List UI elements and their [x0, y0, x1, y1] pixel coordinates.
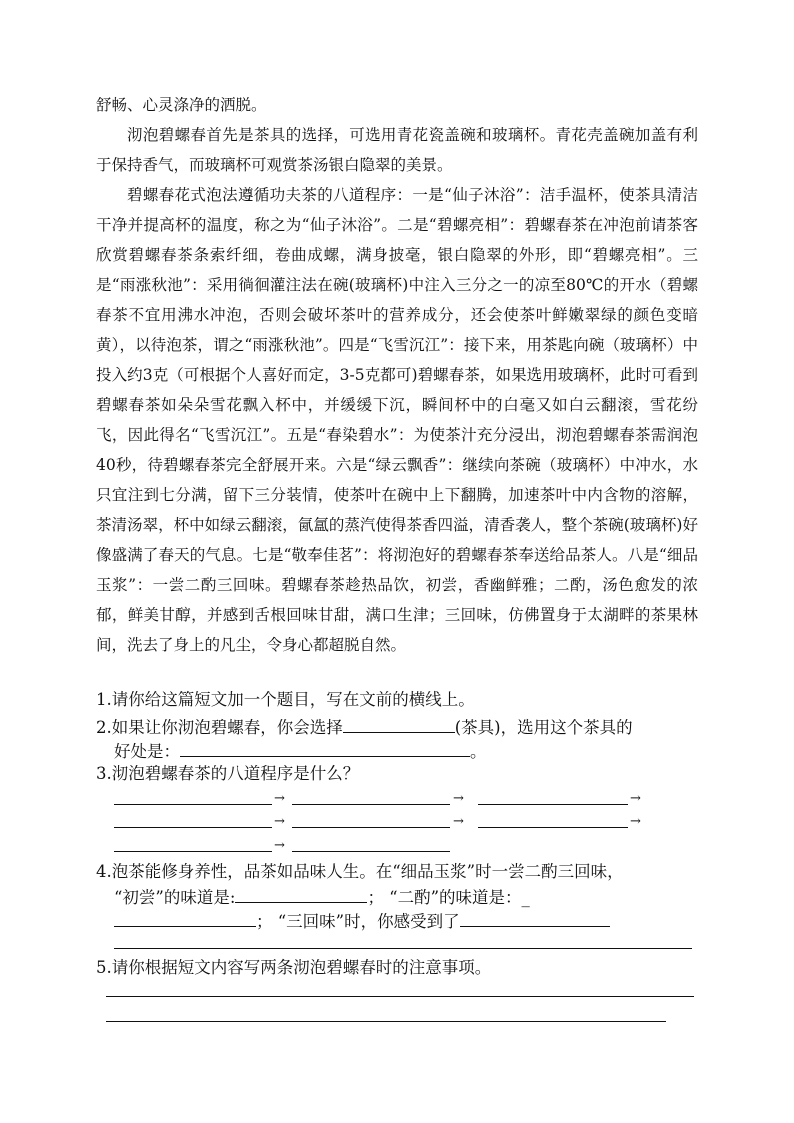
question-5-answer-line-2[interactable] [106, 1021, 666, 1022]
arrow-icon: → [274, 814, 285, 829]
step-1-blank[interactable] [114, 804, 272, 805]
question-2-text-a: 2.如果让你沏泡碧螺春，你会选择 [96, 718, 343, 737]
question-4-answer-line[interactable] [114, 948, 692, 949]
question-4-text-a: 4.泡茶能修身养性，品茶如品味人生。在“细品玉浆”时一尝二酌三回味， [96, 862, 624, 881]
question-4-text-b: “初尝”的味道是: [114, 888, 236, 907]
arrow-icon: → [274, 838, 285, 853]
step-8-blank[interactable] [292, 851, 450, 852]
step-3-blank[interactable] [478, 804, 628, 805]
arrow-icon: → [453, 791, 464, 806]
step-7-blank[interactable] [114, 851, 272, 852]
question-1-text: 1.请你给这篇短文加一个题目，写在文前的横线上。 [96, 690, 475, 709]
arrow-icon: → [453, 814, 464, 829]
question-5 [96, 956, 491, 980]
step-2-blank[interactable] [292, 804, 450, 805]
tea-set-answer-blank[interactable] [343, 714, 455, 733]
question-5-answer-line-1[interactable] [106, 996, 694, 997]
question-4-text-d: ； “三回味”时，你感受到了 [256, 912, 460, 931]
arrow-icon: → [630, 814, 641, 829]
arrow-icon: → [274, 791, 285, 806]
step-6-blank[interactable] [478, 827, 628, 828]
passage-paragraph-1: 沏泡碧螺春首先是茶具的选择，可选用青花瓷盖碗和玻璃杯。青花壳盖碗加盖有利于保持香气，而玻璃杯可观赏茶汤银白隐翠的美景。 [96, 126, 698, 174]
question-2 [96, 714, 633, 740]
question-5-text: 5.请你根据短文内容写两条沏泡碧螺春时的注意事项。 [96, 958, 492, 977]
question-3 [96, 762, 359, 786]
question-4-line-3 [114, 908, 610, 934]
question-4-text-c: ； “二酌”的味道是：_ [367, 888, 530, 907]
passage-paragraph-2: 碧螺春花式泡法遵循功夫茶的八道程序：一是“仙子沐浴”：洁手温杯，使茶具清洁干净并提高杯的温度，称之为“仙子沐浴”。二是“碧螺亮相”：碧螺春茶在冲泡前请茶客欣赏碧螺春茶条索纤细，卷曲成螺，满身披毫，银白隐翠的外形，即“碧螺亮相”。三是“雨涨秋池”：采用徜徊灌注法在碗(玻璃杯)中注入三分之一的凉至80℃的开水（碧螺春茶不宜用沸水冲泡，否则会破坏茶叶的营养成分，还会使茶叶鲜嫩翠绿的颜色变暗黄），以待泡茶，谓之“雨涨秋池”。四是“飞雪沉江”：接下来，用茶匙向碗（玻璃杯）中投入约3克（可根据个人喜好而定，3-5克都可)碧螺春茶，如果选用玻璃杯，此时可看到碧螺春茶如朵朵雪花飘入杯中，并缓缓下沉，瞬间杯中的白毫又如白云翻滚，雪花纷飞，因此得名“飞雪沉江”。五是“春染碧水”：为使茶汁充分浸出，沏泡碧螺春茶需润泡40秒，待碧螺春茶完全舒展开来。六是“绿云飘香”：继续向茶碗（玻璃杯）中冲水，水只宜注到七分满，留下三分装情，使茶叶在碗中上下翻腾，加速茶叶中内含物的溶解，茶清汤翠，杯中如绿云翻滚，氤氲的蒸汽使得茶香四溢，清香袭人，整个茶碗(玻璃杯)好像盛满了春天的气息。七是“敬奉佳茗”：将沏泡好的碧螺春茶奉送给品茶人。八是“细品玉浆”：一尝二酌三回味。碧螺春茶趁热品饮，初尝，香幽鲜雅；二酌，汤色愈发的浓郁，鲜美甘醇，并感到舌根回味甘甜，满口生津；三回味，仿佛置身于太湖畔的茶果林间，洗去了身上的凡尘，令身心都超脱自然。 [96, 186, 698, 654]
question-2-line-2 [114, 738, 487, 764]
question-3-text: 3.沏泡碧螺春茶的八道程序是什么？ [96, 764, 360, 783]
benefit-answer-blank[interactable] [180, 738, 470, 757]
aftertaste-answer-blank[interactable] [460, 908, 610, 927]
passage-paragraph-0: 舒畅、心灵涤净的洒脱。 [96, 96, 267, 114]
question-1 [96, 688, 475, 712]
question-2-text-b: (茶具)，选用这个茶具的 [454, 718, 633, 737]
question-2-text-c: 好处是： [114, 742, 180, 761]
question-2-text-d: 。 [470, 742, 487, 761]
question-4-line-2 [114, 884, 530, 910]
step-4-blank[interactable] [114, 827, 272, 828]
arrow-icon: → [630, 791, 641, 806]
step-5-blank[interactable] [292, 827, 450, 828]
first-taste-answer-blank[interactable] [235, 884, 367, 903]
question-4 [96, 860, 624, 884]
second-sip-answer-blank[interactable] [114, 908, 256, 927]
